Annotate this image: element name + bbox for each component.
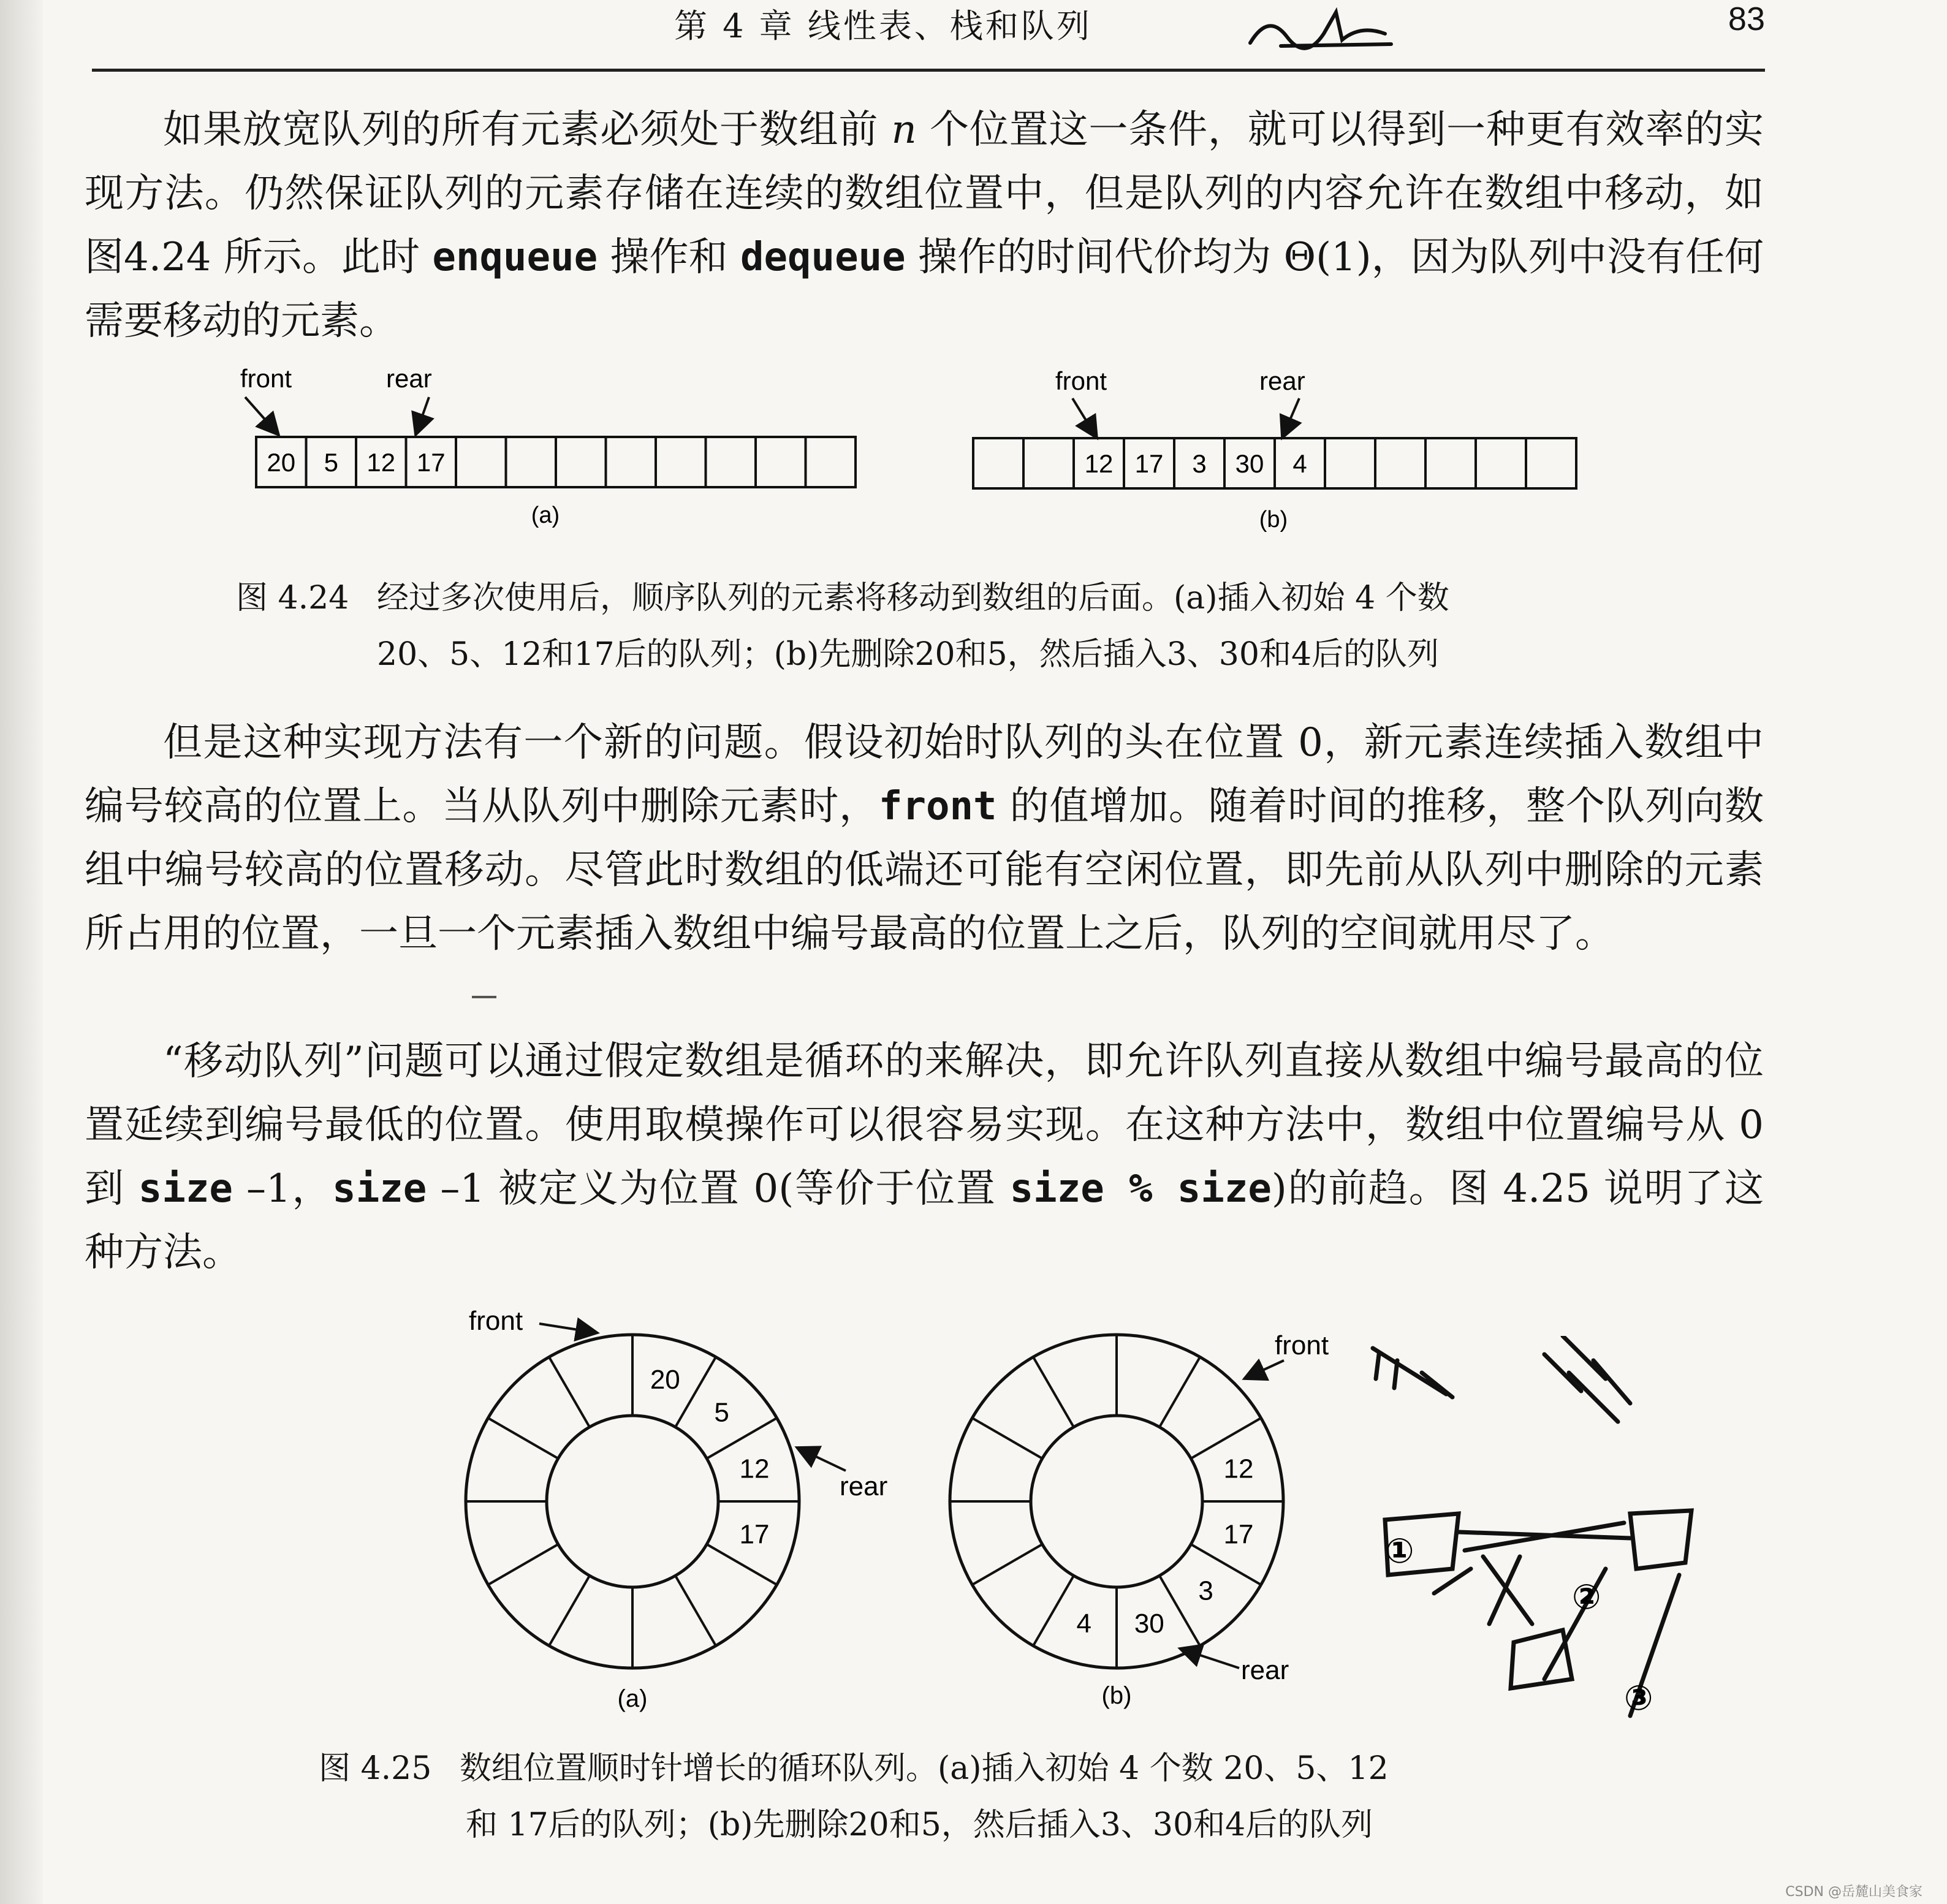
- rear-label-ring-a: rear: [840, 1471, 888, 1501]
- caption-number-4-24: 图 4.24: [236, 580, 349, 616]
- ring-a-divider-11: [549, 1357, 590, 1427]
- front-label-b: front: [1055, 366, 1107, 395]
- array-b-cell-9: [1425, 438, 1476, 488]
- array-a-cell-8: [656, 437, 706, 487]
- array-a: [256, 437, 856, 487]
- ring-a-slot-value-0: 20: [650, 1365, 680, 1395]
- array-a-cell-11: [806, 437, 856, 487]
- sublabel-ring-b: (b): [1101, 1682, 1132, 1709]
- ring-b-divider-10: [972, 1418, 1042, 1458]
- ring-b-divider-8: [972, 1544, 1042, 1585]
- ring-a-slot-value-2: 12: [739, 1454, 770, 1484]
- array-a-cell-value-3: 17: [416, 448, 446, 477]
- caption-number-4-25: 图 4.25: [319, 1750, 432, 1787]
- array-a-cell-7: [606, 437, 656, 487]
- ring-b-slot-value-5: 30: [1134, 1608, 1164, 1639]
- paragraph-3: “移动队列”问题可以通过假定数组是循环的来解决，即允许队列直接从数组中编号最高的位置延续到编号最低的位置。使用取模操作可以很容易实现。在这种方法中，数组中位置编号从 0 到 size –1，size –1 被定义为位置 0(等价于位置 size % size)的前趋。图 4.25 说明了这种方法。: [85, 1039, 1764, 1275]
- ring-b-divider-7: [1033, 1576, 1074, 1645]
- array-a-cell-9: [706, 437, 756, 487]
- rear-label-b: rear: [1259, 366, 1305, 395]
- handwritten-sketch: [1361, 1336, 1728, 1734]
- array-a-cell-4: [456, 437, 506, 487]
- header-rule: [92, 69, 1765, 72]
- chapter-title: 第 4 章 线性表、栈和队列: [674, 7, 1092, 45]
- handwritten-mark-1: ①: [1385, 1531, 1414, 1570]
- ring-b-divider-2: [1191, 1418, 1261, 1458]
- code-dequeue: dequeue: [740, 235, 906, 280]
- front-arrow-ring-a: [539, 1324, 598, 1333]
- ring-a-divider-1: [675, 1357, 716, 1427]
- ring-b-slot-value-2: 12: [1223, 1454, 1254, 1484]
- ring-b: [950, 1335, 1283, 1668]
- handwritten-scribble-header: [1244, 0, 1403, 55]
- array-b-cell-value-2: 12: [1084, 449, 1114, 478]
- ring-a-slot-value-1: 5: [714, 1397, 729, 1428]
- rear-arrow-a: [416, 397, 429, 435]
- array-a-cell-5: [506, 437, 556, 487]
- running-header: [92, 0, 1765, 55]
- ring-a-divider-5: [675, 1576, 716, 1645]
- front-label-ring-b: front: [1275, 1330, 1329, 1360]
- front-arrow-ring-b: [1244, 1360, 1284, 1379]
- paragraph-2: 但是这种实现方法有一个新的问题。假设初始时队列的头在位置 0，新元素连续插入数组中编号较高的位置上。当从队列中删除元素时，front 的值增加。随着时间的推移，整个队列向数组中编号较高的位置移动。尽管此时数组的低端还可能有空闲位置，即先前从队列中删除的元素所占用的位置，一旦一个元素插入数组中编号最高的位置上之后，队列的空间就用尽了。: [85, 720, 1764, 957]
- sublabel-b: (b): [1259, 507, 1288, 533]
- sublabel-a: (a): [531, 503, 560, 528]
- rear-arrow-ring-a: [797, 1447, 846, 1471]
- array-b-cell-value-3: 17: [1134, 449, 1164, 478]
- ring-a: [466, 1335, 799, 1668]
- array-b-cell-7: [1325, 438, 1375, 488]
- ring-b-inner-circle: [1031, 1416, 1202, 1587]
- array-b-cell-value-6: 4: [1292, 449, 1307, 478]
- front-arrow-a: [245, 397, 279, 435]
- ring-a-slot-value-3: 17: [739, 1519, 770, 1550]
- code-front: front: [878, 784, 997, 829]
- array-b-cell-10: [1476, 438, 1526, 488]
- array-b-cell-1: [1023, 438, 1074, 488]
- rear-label-a: rear: [386, 364, 432, 393]
- array-b-cell-value-4: 3: [1192, 449, 1207, 478]
- handwritten-mark-3: ③: [1624, 1678, 1653, 1717]
- rear-arrow-b: [1282, 398, 1299, 438]
- paragraph-1: 如果放宽队列的所有元素必须处于数组前 n 个位置这一条件，就可以得到一种更有效率的实现方法。仍然保证队列的元素存储在连续的数组位置中，但是队列的内容允许在数组中移动，如图4.24 所示。此时 enqueue 操作和 dequeue 操作的时间代价均为 Θ(1)，因为队列中没有任何需要移动的元素。: [85, 107, 1764, 344]
- array-b-cell-11: [1526, 438, 1576, 488]
- code-size-mod-size: size % size: [1009, 1166, 1272, 1212]
- handwritten-mark-2: ②: [1572, 1577, 1601, 1616]
- watermark: CSDN @岳麓山美食家: [1785, 1884, 1922, 1900]
- array-a-cell-10: [756, 437, 806, 487]
- ring-a-divider-8: [488, 1544, 558, 1585]
- ring-b-slot-value-6: 4: [1076, 1608, 1091, 1639]
- array-a-cell-value-0: 20: [267, 448, 296, 477]
- array-b-cell-8: [1375, 438, 1425, 488]
- array-b-cell-0: [973, 438, 1023, 488]
- ring-b-divider-5: [1159, 1576, 1200, 1645]
- array-a-cell-value-1: 5: [324, 448, 338, 477]
- code-size-1: size: [138, 1166, 233, 1212]
- array-a-cell-value-2: 12: [366, 448, 396, 477]
- front-label-ring-a: front: [469, 1306, 523, 1336]
- ring-a-inner-circle: [547, 1416, 718, 1587]
- figure-4-25-caption: 图 4.25 数组位置顺时针增长的循环队列。(a)插入初始 4 个数 20、5、12 和 17后的队列；(b)先删除20和5，然后插入3、30和4后的队列: [319, 1740, 1389, 1853]
- rear-label-ring-b: rear: [1241, 1655, 1289, 1685]
- rear-arrow-ring-b: [1180, 1648, 1239, 1668]
- ring-b-slot-value-4: 3: [1198, 1576, 1213, 1606]
- front-arrow-b: [1072, 398, 1097, 438]
- ring-a-divider-10: [488, 1418, 558, 1458]
- stray-mark: [472, 996, 496, 998]
- figure-4-24-linear-arrays: [0, 355, 1947, 552]
- array-b: [973, 438, 1576, 488]
- array-a-cell-6: [556, 437, 606, 487]
- ring-b-slot-value-3: 17: [1223, 1519, 1254, 1550]
- front-label-a: front: [240, 364, 292, 393]
- code-enqueue: enqueue: [432, 235, 598, 280]
- sublabel-ring-a: (a): [617, 1685, 648, 1712]
- ring-b-divider-1: [1159, 1357, 1200, 1427]
- ring-a-divider-4: [707, 1544, 776, 1585]
- code-size-2: size: [332, 1166, 427, 1212]
- ring-b-divider-11: [1033, 1357, 1074, 1427]
- array-b-cell-value-5: 30: [1235, 449, 1264, 478]
- ring-a-divider-7: [549, 1576, 590, 1645]
- page-number: 83: [1728, 1, 1765, 37]
- figure-4-24-caption: 图 4.24 经过多次使用后，顺序队列的元素将移动到数组的后面。(a)插入初始 4 个数 20、5、12和17后的队列；(b)先删除20和5，然后插入3、30和4后的队列: [236, 570, 1449, 683]
